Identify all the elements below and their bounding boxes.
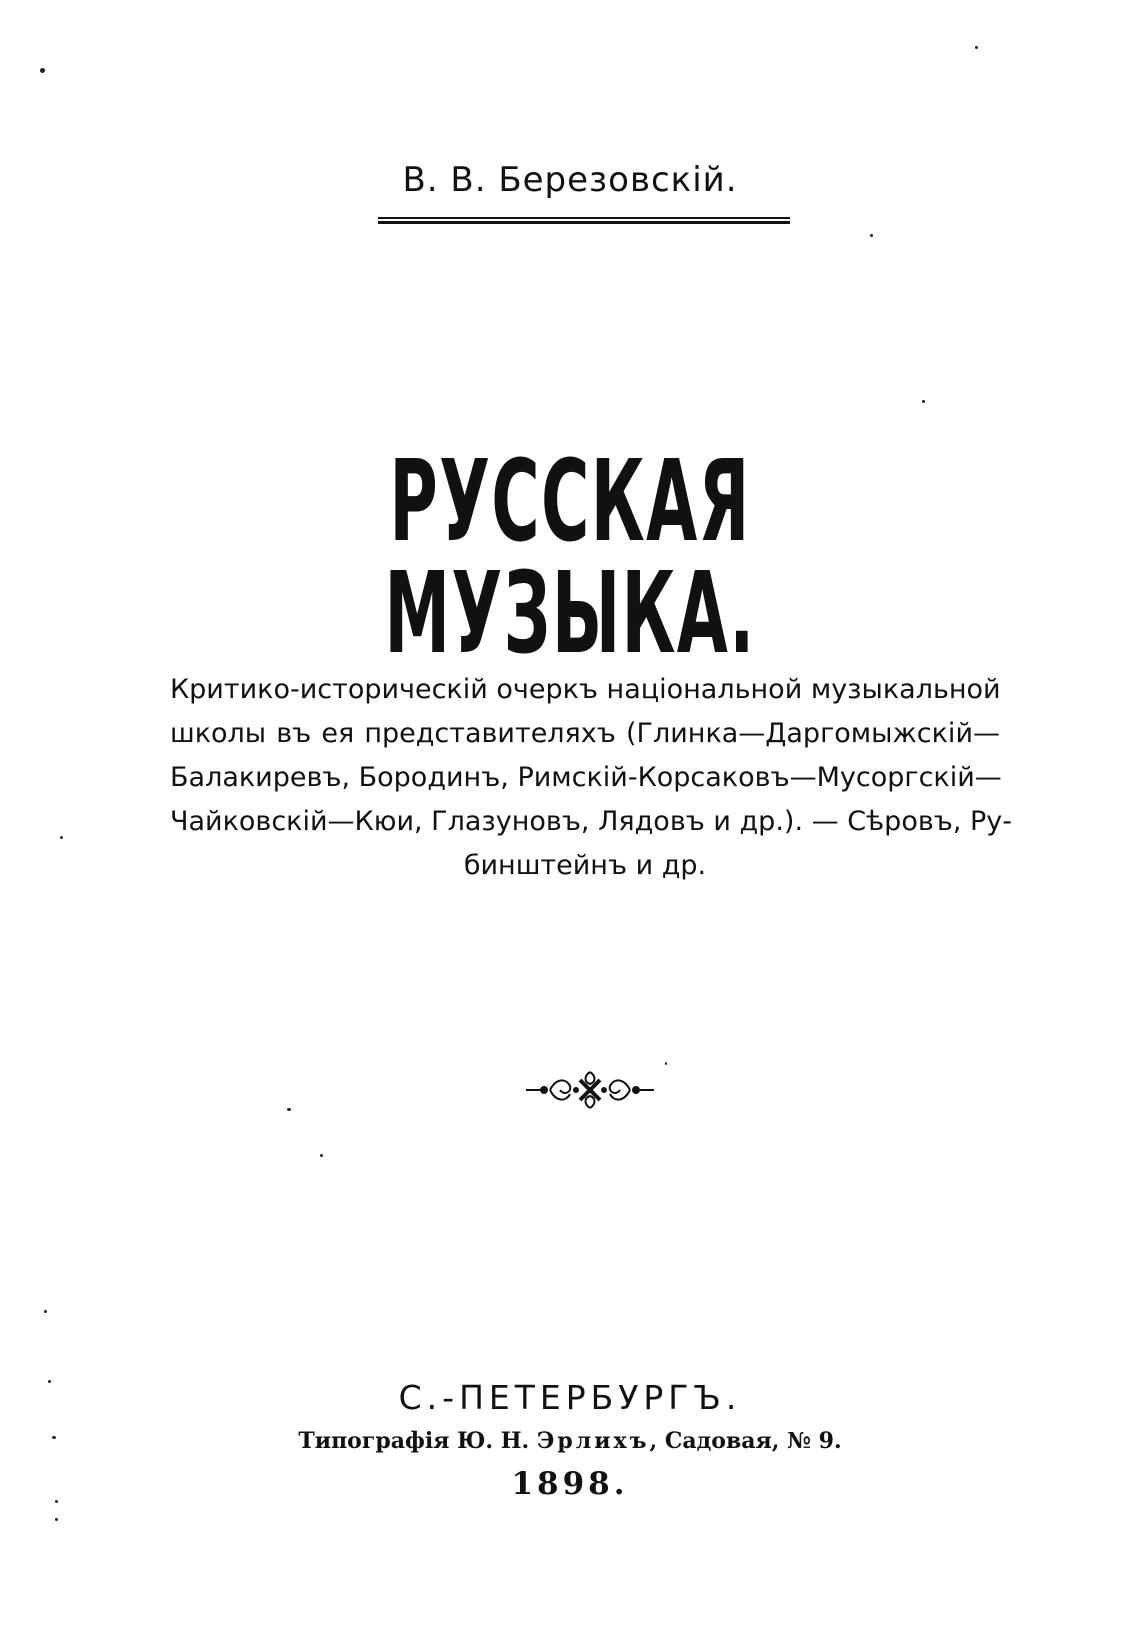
scan-speck — [922, 400, 925, 403]
scan-speck — [320, 1154, 323, 1157]
author-rule-double — [378, 221, 790, 224]
scan-speck — [52, 1436, 56, 1439]
subtitle-line: Чайковскiй—Кюи, Глазуновъ, Лядовъ и др.). — Сѣровъ, Ру- — [170, 806, 1012, 837]
subtitle-line: школы въ ея представителяхъ (Глинка—Даргомыжскiй— — [170, 718, 1000, 749]
floral-ornament-icon — [520, 1068, 660, 1112]
city: С.-ПЕТЕРБУРГЪ. — [398, 1378, 742, 1417]
press-prefix: Типографiя Ю. Н. — [298, 1428, 537, 1454]
scan-speck — [40, 68, 45, 73]
scan-speck — [48, 1380, 51, 1383]
subtitle-line: бинштейнъ и др. — [463, 850, 707, 881]
press-suffix: , Садовая, № 9. — [649, 1428, 842, 1454]
press-name: Эрлихъ — [536, 1428, 650, 1454]
scan-speck — [287, 1108, 291, 1111]
scan-speck — [55, 1500, 58, 1503]
author-name: В. В. Березовскiй. — [402, 160, 738, 200]
subtitle — [170, 668, 1012, 888]
subtitle-line: Критико-историческiй очеркъ нацiональной музыкальной — [170, 674, 1001, 705]
scan-speck — [870, 234, 873, 237]
scan-speck — [60, 836, 63, 839]
subtitle-line: Балакиревъ, Бородинъ, Римскiй-Корсаковъ—Мусоргскiй— — [170, 762, 1002, 793]
scan-speck — [665, 1062, 667, 1065]
printing-house — [0, 1428, 1140, 1454]
publication-year: 1898. — [511, 1466, 629, 1502]
author-rule — [378, 217, 790, 219]
book-title: РУССКАЯ МУЗЫКА. — [384, 435, 756, 679]
scan-speck — [44, 1310, 47, 1313]
scan-speck — [55, 1518, 58, 1521]
scan-speck — [975, 46, 978, 49]
